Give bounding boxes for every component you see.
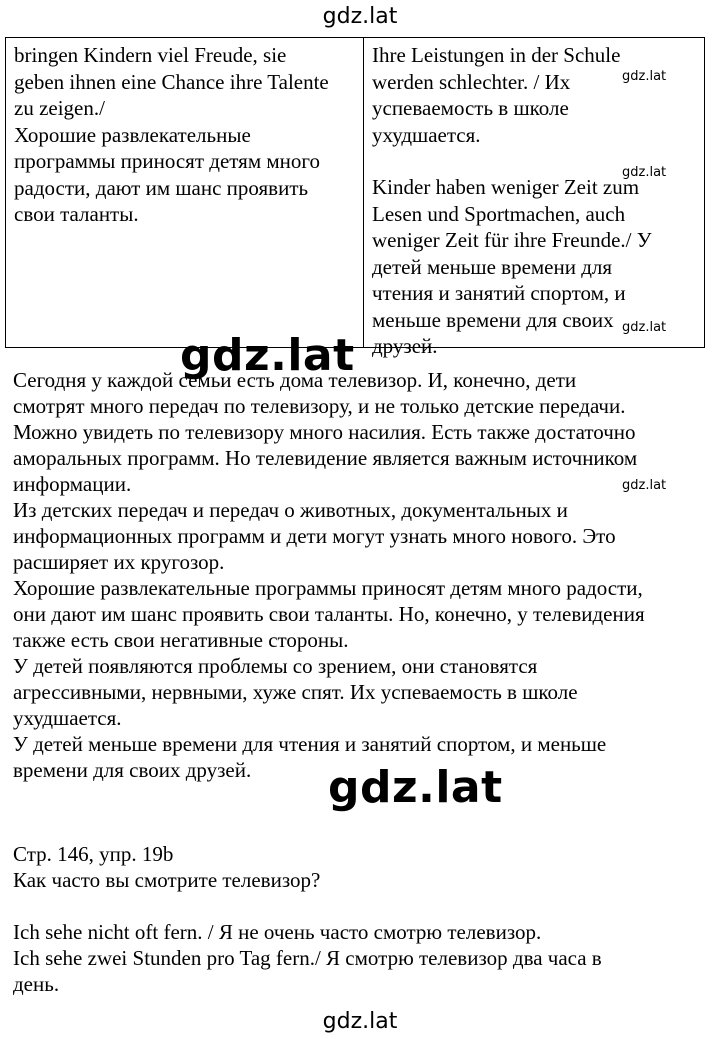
watermark-large: gdz.lat [328, 762, 503, 813]
exercise-question: Как часто вы смотрите телевизор? [13, 868, 321, 892]
answer-line: Ich sehe nicht oft fern. / Я не очень часто смотрю телевизор. [13, 920, 542, 944]
essay-line: агрессивными, нервными, хуже спят. Их успеваемость в школе [13, 680, 578, 704]
table-line: geben ihnen eine Chance ihre Talente [14, 69, 329, 94]
table-line: ухудшается. [372, 122, 481, 147]
watermark-small: gdz.lat [622, 69, 667, 84]
table-line: детей меньше времени для [372, 254, 613, 279]
table-line: программы приносят детям много [14, 149, 320, 173]
watermark-small: gdz.lat [622, 165, 667, 180]
table-line: Lesen und Sportmachen, auch [372, 201, 626, 226]
essay-text [13, 367, 645, 783]
table-line: радости, дают им шанс проявить [14, 175, 309, 200]
essay-line: ухудшается. [13, 706, 122, 730]
essay-line: времени для своих друзей. [13, 758, 252, 782]
table-cell-right [364, 38, 704, 358]
watermark-small: gdz.lat [622, 478, 667, 493]
table-line: успеваемость в школе [372, 96, 569, 120]
table-line: меньше времени для своих [372, 307, 614, 332]
essay-line: У детей появляются проблемы со зрением, они становятся [13, 654, 538, 678]
essay-line: смотрят много передач по телевизору, и не только детские передачи. [13, 394, 626, 418]
table-line: werden schlechter. / Их [372, 69, 571, 94]
table-line: чтения и занятий спортом, и [372, 281, 626, 305]
essay-line: Можно увидеть по телевизору много насилия. Есть также достаточно [13, 420, 636, 444]
essay-line: Сегодня у каждой семьи есть дома телевизор. И, конечно, дети [13, 368, 577, 392]
table-line: zu zeigen./ [14, 96, 105, 120]
exercise-block [13, 841, 602, 997]
table-line: друзей. [372, 334, 438, 358]
essay-line: информационных программ и дети могут узнать много нового. Это [13, 524, 616, 548]
essay-line: расширяет их кругозор. [13, 550, 225, 574]
essay-line: Хорошие развлекательные программы приносят детям много радости, [13, 576, 643, 600]
table-line: Kinder haben weniger Zeit zum [372, 175, 640, 199]
essay-line: они дают им шанс проявить свои таланты. Но, конечно, у телевидения [13, 602, 645, 626]
essay-line: У детей меньше времени для чтения и занятий спортом, и меньше [13, 732, 607, 756]
table-cell-left [6, 38, 364, 347]
essay-line: аморальных программ. Но телевидение является важным источником [13, 446, 638, 470]
answer-line: Ich sehe zwei Stunden pro Tag fern./ Я смотрю телевизор два часа в [13, 946, 602, 970]
table-line: Хорошие развлекательные [14, 122, 251, 147]
exercise-reference: Стр. 146, упр. 19b [13, 842, 174, 866]
watermark-small: gdz.lat [622, 320, 667, 335]
watermark-bottom: gdz.lat [322, 1009, 398, 1034]
essay-line: Из детских передач и передач о животных, документальных и [13, 498, 568, 522]
essay-line: также есть свои негативные стороны. [13, 628, 349, 652]
watermark-top: gdz.lat [322, 4, 398, 29]
watermark-large: gdz.lat [180, 330, 355, 381]
table-line: bringen Kindern viel Freude, sie [14, 43, 287, 67]
essay-line: информации. [13, 472, 132, 496]
table-line: Ihre Leistungen in der Schule [372, 43, 621, 67]
table-line: weniger Zeit für ihre Freunde./ У [372, 228, 652, 252]
answer-line: день. [13, 972, 60, 996]
table-line: свои таланты. [14, 202, 139, 226]
